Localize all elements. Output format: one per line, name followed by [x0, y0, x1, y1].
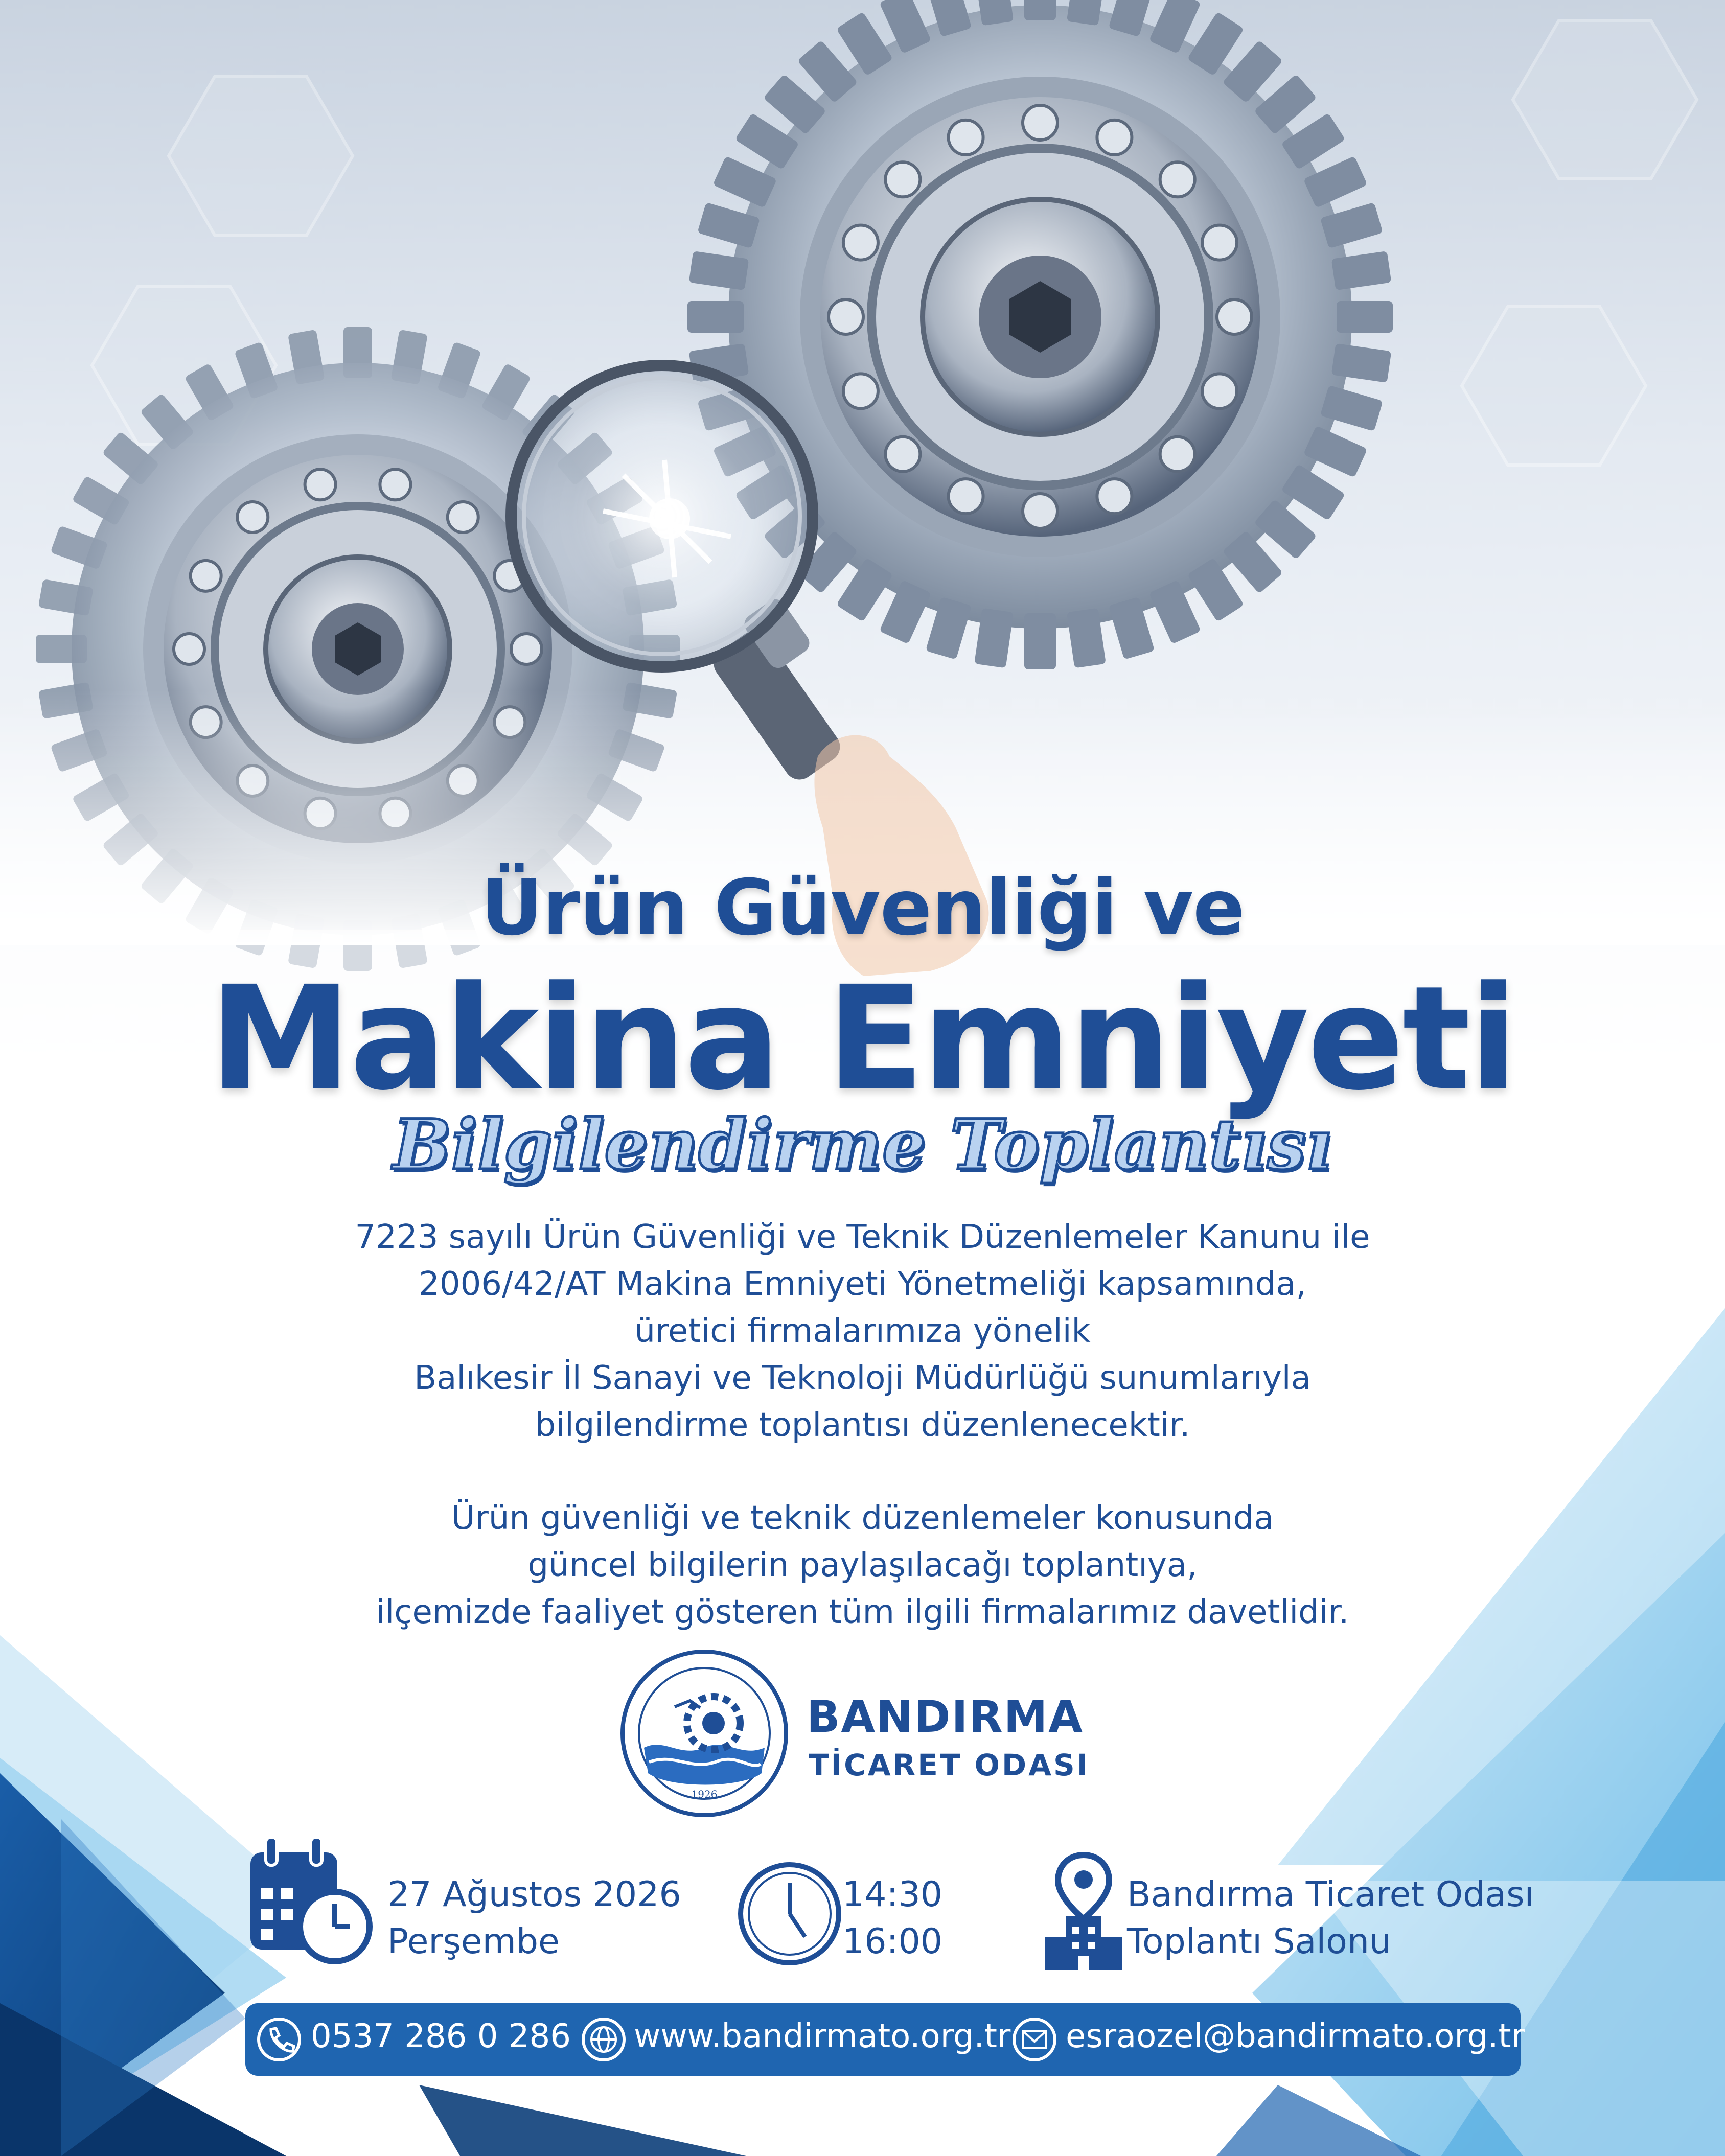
bearing-ball: [174, 634, 204, 664]
paragraph-line: bilgilendirme toplantısı düzenlenecektir.: [535, 1406, 1190, 1444]
bearing-ball: [949, 120, 983, 155]
gear-tooth: [1303, 426, 1368, 478]
bearing-ball: [1217, 299, 1252, 334]
bto-seal-logo: [623, 1652, 786, 1815]
bearing-ball: [1202, 374, 1237, 408]
bearing-ball: [191, 561, 221, 591]
bearing-ball: [1097, 120, 1132, 155]
event-date: 27 Ağustos 2026: [387, 1874, 681, 1915]
bearing-ball: [511, 634, 542, 664]
contact-email[interactable]: esraozel@bandirmato.org.tr: [1066, 2018, 1525, 2055]
bearing-ball: [1023, 105, 1057, 140]
gear-tooth: [687, 301, 744, 333]
event-time-start: 14:30: [842, 1874, 942, 1915]
bearing-ball: [1160, 162, 1195, 197]
paragraph-line: 2006/42/AT Makina Emniyeti Yönetmeliği kapsamında,: [419, 1265, 1306, 1303]
gear-tooth: [1303, 156, 1368, 208]
mail-icon: [1011, 2016, 1058, 2063]
description-paragraph-2: [0, 1495, 1725, 1636]
building-location-icon: [1043, 1850, 1124, 1973]
description-paragraph-1: [0, 1214, 1725, 1449]
svg-text:1926: 1926: [691, 1788, 718, 1800]
bearing-ball: [448, 502, 478, 532]
bearing-ball: [1202, 225, 1237, 260]
bearing-ball: [237, 502, 268, 532]
contact-website[interactable]: www.bandirmato.org.tr: [634, 2018, 1011, 2055]
bearing-ball: [1160, 437, 1195, 472]
gear-tooth: [879, 580, 931, 644]
gear-tooth: [1024, 0, 1056, 20]
event-time-end: 16:00: [842, 1921, 942, 1962]
gear-tooth: [1149, 580, 1201, 644]
title-line-1: Ürün Güvenliği ve: [480, 864, 1245, 953]
bearing-ball: [305, 469, 336, 500]
bearing-ball: [1097, 479, 1132, 514]
paragraph-line: 7223 sayılı Ürün Güvenliği ve Teknik Düzenlemeler Kanunu ile: [355, 1218, 1370, 1256]
globe-icon: [580, 2016, 627, 2063]
paragraph-line: Ürün güvenliği ve teknik düzenlemeler konusunda: [451, 1499, 1274, 1537]
contact-phone[interactable]: 0537 286 0 286: [311, 2018, 571, 2055]
bearing-ball: [885, 162, 920, 197]
bearing-ball: [380, 469, 410, 500]
paragraph-line: Balıkesir İl Sanayi ve Teknoloji Müdürlüğü sunumlarıyla: [414, 1359, 1311, 1397]
gear-tooth: [1024, 613, 1056, 669]
event-location-line-2: Toplantı Salonu: [1127, 1921, 1392, 1962]
organization-subname: TİCARET ODASI: [809, 1748, 1090, 1782]
paragraph-line: güncel bilgilerin paylaşılacağı toplantıya,: [527, 1546, 1198, 1584]
paragraph-line: ilçemizde faaliyet gösteren tüm ilgili firmalarımız davetlidir.: [376, 1593, 1349, 1631]
calendar-clock-icon: [245, 1832, 373, 1965]
title-line-2: Makina Emniyeti: [209, 956, 1516, 1122]
event-day: Perşembe: [387, 1921, 560, 1962]
gear-tooth: [1337, 301, 1393, 333]
bearing-ball: [885, 437, 920, 472]
bearing-ball: [843, 374, 878, 408]
organization-name: BANDIRMA: [807, 1691, 1084, 1743]
clock-icon: [736, 1860, 843, 1967]
bearing-ball: [843, 225, 878, 260]
bearing-ball: [1023, 494, 1057, 528]
phone-icon: [256, 2016, 303, 2063]
gear-tooth: [712, 156, 777, 208]
event-location-line-1: Bandırma Ticaret Odası: [1127, 1874, 1534, 1915]
paragraph-line: üretici firmalarımıza yönelik: [634, 1312, 1091, 1350]
bearing-ball: [829, 299, 863, 334]
bearing-ball: [949, 479, 983, 514]
title-line-3: Bilgilendirme Toplantısı: [393, 1104, 1332, 1185]
